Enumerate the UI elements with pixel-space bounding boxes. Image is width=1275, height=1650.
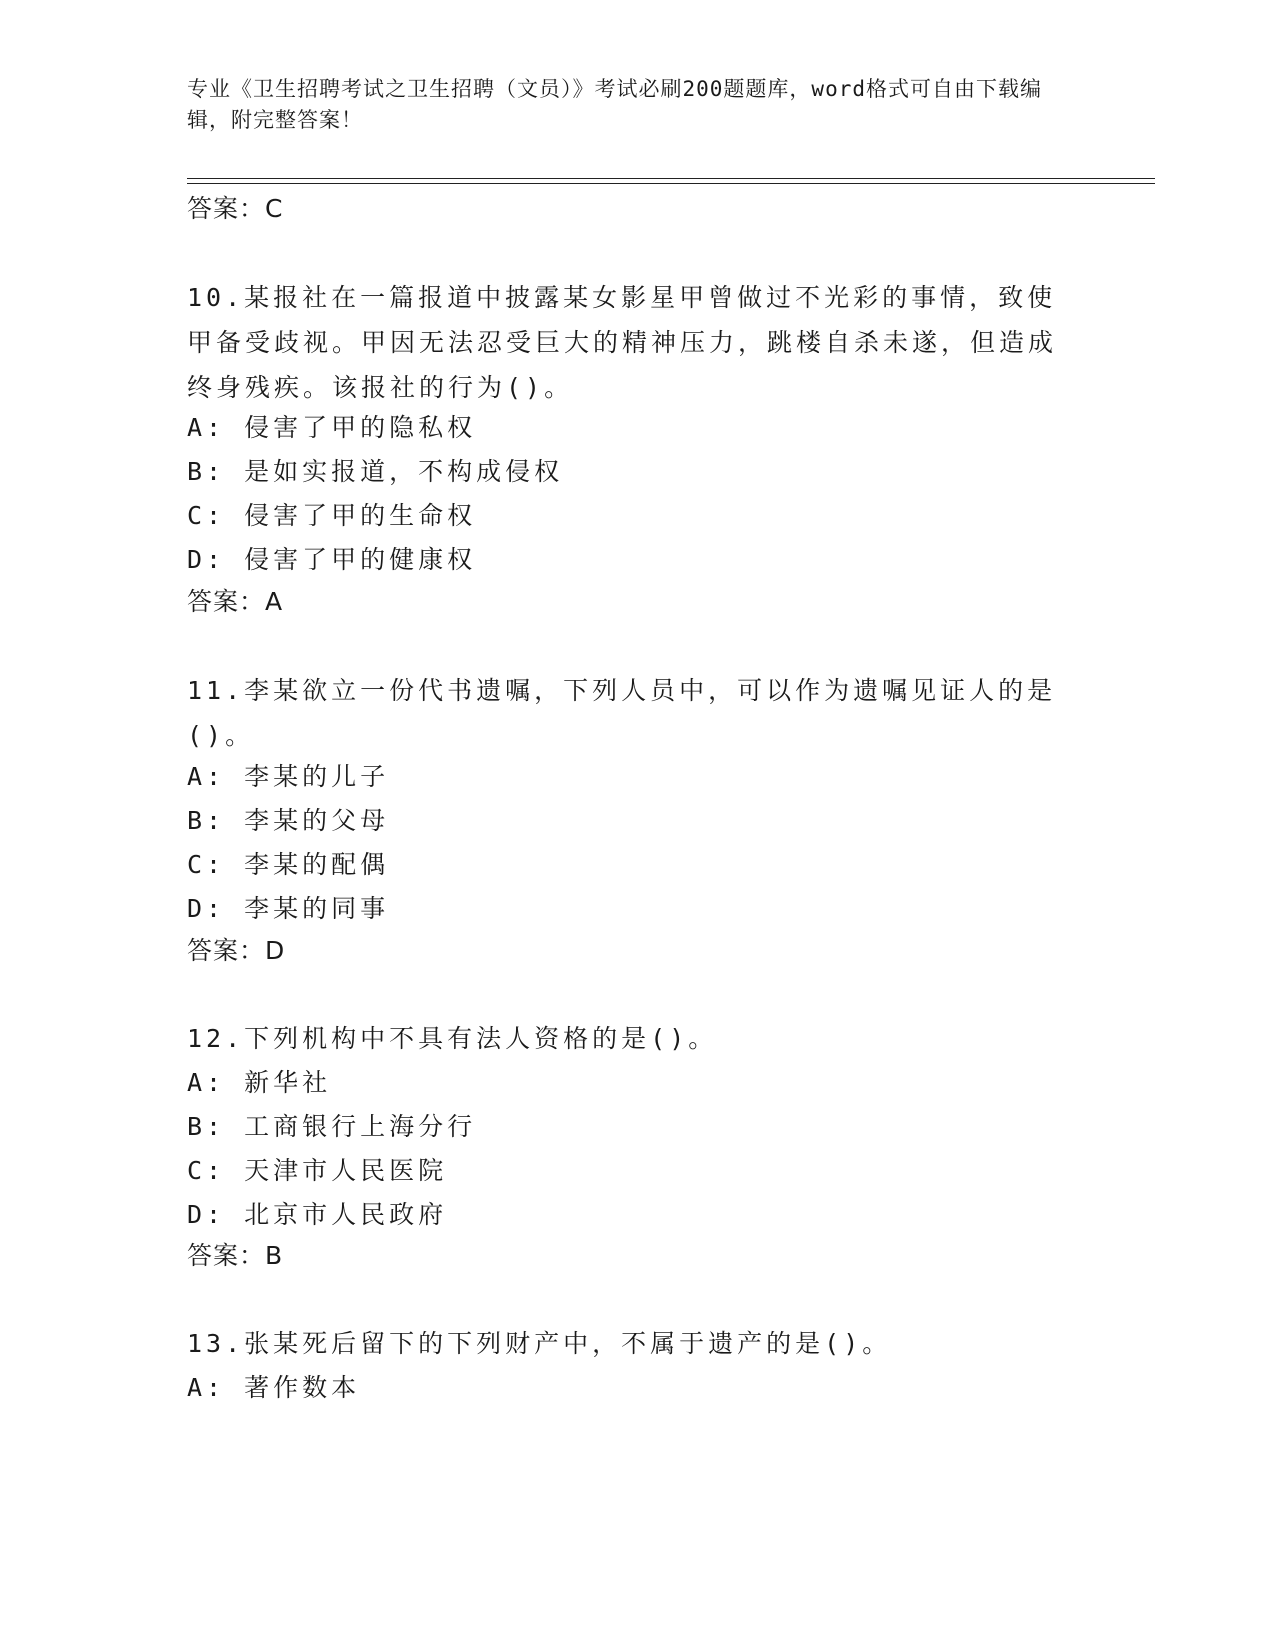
question-13-stem: 13.张某死后留下的下列财产中，不属于遗产的是()。	[187, 1329, 892, 1358]
question-13-option-a: A: 著作数本	[187, 1373, 361, 1402]
header-divider-bottom	[187, 183, 1155, 184]
question-11-answer: 答案：D	[187, 936, 286, 965]
question-10-answer: 答案：A	[187, 587, 284, 616]
question-12-option-a: A: 新华社	[187, 1068, 332, 1097]
question-10-option-d: D: 侵害了甲的健康权	[187, 545, 477, 574]
question-10-stem: 10.某报社在一篇报道中披露某女影星甲曾做过不光彩的事情，致使甲备受歧视。甲因无法忍受巨大的精神压力，跳楼自杀未遂，但造成终身残疾。该报社的行为()。	[187, 283, 1058, 402]
header-divider-top	[187, 178, 1155, 179]
question-10-option-c: C: 侵害了甲的生命权	[187, 501, 477, 530]
question-11-option-d: D: 李某的同事	[187, 894, 390, 923]
question-10-option-b: B: 是如实报道，不构成侵权	[187, 457, 564, 486]
question-12-option-b: B: 工商银行上海分行	[187, 1112, 477, 1141]
question-12-answer: 答案：B	[187, 1241, 284, 1270]
question-10-option-a: A: 侵害了甲的隐私权	[187, 413, 477, 442]
question-12-option-d: D: 北京市人民政府	[187, 1200, 448, 1229]
question-12-option-c: C: 天津市人民医院	[187, 1156, 448, 1185]
question-11-stem: 11.李某欲立一份代书遗嘱，下列人员中，可以作为遗嘱见证人的是()。	[187, 676, 1057, 750]
question-11-option-c: C: 李某的配偶	[187, 850, 390, 879]
question-11-option-a: A: 李某的儿子	[187, 762, 390, 791]
question-11-option-b: B: 李某的父母	[187, 806, 390, 835]
question-12-stem: 12.下列机构中不具有法人资格的是()。	[187, 1024, 718, 1053]
answer-previous: 答案：C	[187, 194, 284, 223]
document-header: 专业《卫生招聘考试之卫生招聘（文员）》考试必刷200题题库，word格式可自由下载编辑，附完整答案！	[187, 77, 1042, 132]
